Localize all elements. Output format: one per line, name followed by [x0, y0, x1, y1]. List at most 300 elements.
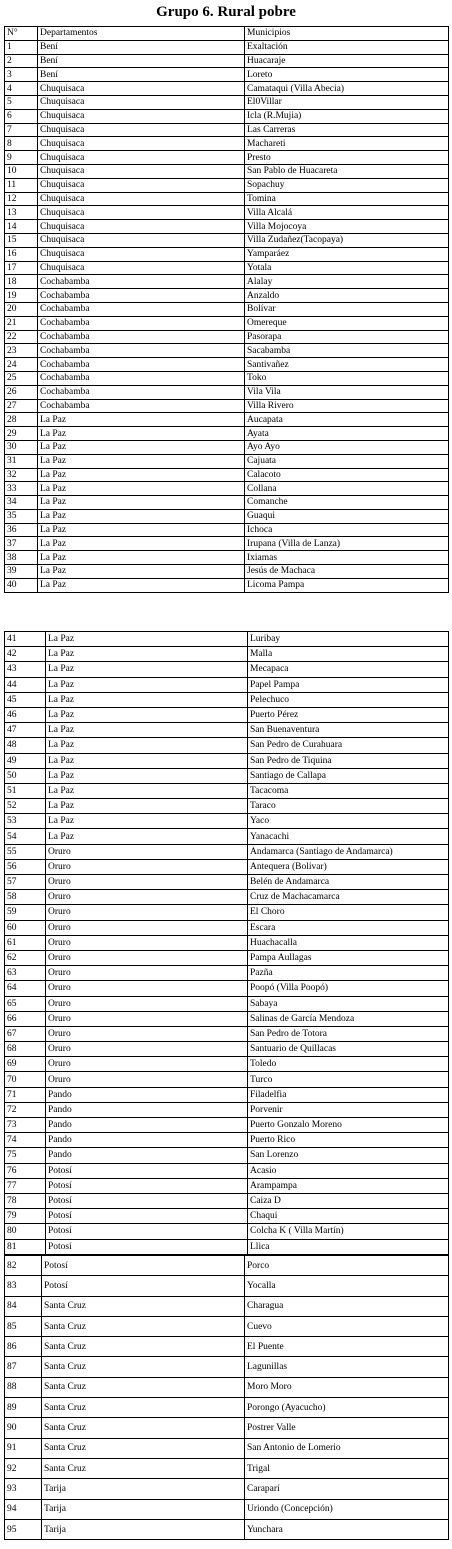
- cell-departamento: La Paz: [46, 692, 248, 707]
- cell-municipio: Sabaya: [248, 996, 449, 1011]
- cell-departamento: Potosí: [46, 1193, 248, 1208]
- table-row: [5, 707, 449, 722]
- cell-departamento: Chuquisaca: [38, 178, 245, 192]
- cell-departamento: La Paz: [38, 496, 245, 510]
- cell-departamento: Chuquisaca: [38, 206, 245, 220]
- table-row: [5, 123, 449, 137]
- cell-number: 55: [5, 844, 46, 859]
- cell-departamento: Chuquisaca: [38, 109, 245, 123]
- cell-number: 82: [5, 1256, 42, 1276]
- table-row: [5, 1026, 449, 1041]
- cell-number: 88: [5, 1377, 42, 1397]
- table-row: [5, 1239, 449, 1254]
- cell-departamento: Potosí: [46, 1224, 248, 1239]
- cell-departamento: Pando: [46, 1102, 248, 1117]
- table-row: [5, 330, 449, 344]
- cell-municipio: Porvenir: [248, 1102, 449, 1117]
- cell-municipio: San Antonio de Lomerio: [245, 1438, 449, 1458]
- cell-municipio: Caraparí: [245, 1479, 449, 1499]
- cell-number: 12: [5, 192, 38, 206]
- cell-departamento: Oruro: [46, 1072, 248, 1087]
- table-row: [5, 413, 449, 427]
- cell-municipio: Cajuata: [245, 454, 449, 468]
- cell-number: 8: [5, 137, 38, 151]
- cell-departamento: La Paz: [38, 578, 245, 592]
- table-row: [5, 1398, 449, 1418]
- table-row: [5, 1209, 449, 1224]
- table-row: [5, 1178, 449, 1193]
- cell-number: 33: [5, 482, 38, 496]
- table-row: [5, 632, 449, 647]
- cell-municipio: Villa Mojocoya: [245, 220, 449, 234]
- table-row: [5, 890, 449, 905]
- cell-departamento: Cochabamba: [38, 275, 245, 289]
- cell-departamento: Pando: [46, 1148, 248, 1163]
- cell-municipio: Toledo: [248, 1057, 449, 1072]
- cell-number: 80: [5, 1224, 46, 1239]
- cell-departamento: La Paz: [38, 413, 245, 427]
- cell-municipio: Arampampa: [248, 1178, 449, 1193]
- cell-number: 73: [5, 1118, 46, 1133]
- cell-departamento: Potosí: [46, 1178, 248, 1193]
- cell-departamento: La Paz: [46, 799, 248, 814]
- cell-municipio: Porongo (Ayacucho): [245, 1398, 449, 1418]
- cell-municipio: Bolívar: [245, 302, 449, 316]
- cell-municipio: Tomina: [245, 192, 449, 206]
- table-row: [5, 275, 449, 289]
- cell-departamento: Pando: [46, 1087, 248, 1102]
- table-row: [5, 1163, 449, 1178]
- table-row: [5, 1377, 449, 1397]
- table-row: [5, 316, 449, 330]
- cell-number: 75: [5, 1148, 46, 1163]
- cell-number: 27: [5, 399, 38, 413]
- cell-number: 67: [5, 1026, 46, 1041]
- table-row: [5, 662, 449, 677]
- cell-municipio: Sacabamba: [245, 344, 449, 358]
- cell-number: 86: [5, 1337, 42, 1357]
- table-row: [5, 537, 449, 551]
- cell-departamento: La Paz: [46, 647, 248, 662]
- cell-number: 21: [5, 316, 38, 330]
- cell-municipio: Anzaldo: [245, 289, 449, 303]
- cell-municipio: Moro Moro: [245, 1377, 449, 1397]
- cell-municipio: Sopachuy: [245, 178, 449, 192]
- cell-number: 54: [5, 829, 46, 844]
- cell-municipio: Guaqui: [245, 509, 449, 523]
- table-row: [5, 399, 449, 413]
- cell-municipio: San Pedro de Tiquina: [248, 753, 449, 768]
- table-row: [5, 692, 449, 707]
- cell-municipio: Presto: [245, 151, 449, 165]
- table-row: [5, 905, 449, 920]
- table-row: [5, 1418, 449, 1438]
- cell-number: 65: [5, 996, 46, 1011]
- cell-number: 14: [5, 220, 38, 234]
- cell-number: 70: [5, 1072, 46, 1087]
- cell-number: 57: [5, 875, 46, 890]
- cell-municipio: Salinas de García Mendoza: [248, 1011, 449, 1026]
- table-row: [5, 1087, 449, 1102]
- cell-departamento: Oruro: [46, 996, 248, 1011]
- cell-departamento: Santa Cruz: [42, 1418, 245, 1438]
- cell-number: 62: [5, 950, 46, 965]
- table-row: [5, 1042, 449, 1057]
- cell-municipio: Ichoca: [245, 523, 449, 537]
- cell-municipio: Cuevo: [245, 1316, 449, 1336]
- cell-number: 40: [5, 578, 38, 592]
- table-row: [5, 1148, 449, 1163]
- table-row: [5, 1337, 449, 1357]
- cell-municipio: Llica: [248, 1239, 449, 1254]
- cell-number: 28: [5, 413, 38, 427]
- cell-departamento: Pando: [46, 1133, 248, 1148]
- cell-departamento: Santa Cruz: [42, 1398, 245, 1418]
- table-row: [5, 302, 449, 316]
- cell-number: 77: [5, 1178, 46, 1193]
- cell-number: 10: [5, 164, 38, 178]
- cell-departamento: Tarija: [42, 1519, 245, 1539]
- cell-municipio: Las Carreras: [245, 123, 449, 137]
- table-row: [5, 1276, 449, 1296]
- cell-number: 58: [5, 890, 46, 905]
- cell-municipio: Postrer Valle: [245, 1418, 449, 1438]
- cell-number: 90: [5, 1418, 42, 1438]
- cell-number: 39: [5, 565, 38, 579]
- cell-departamento: Potosí: [46, 1209, 248, 1224]
- cell-municipio: Huacaraje: [245, 54, 449, 68]
- cell-departamento: Oruro: [46, 1011, 248, 1026]
- table-row: [5, 677, 449, 692]
- cell-number: 74: [5, 1133, 46, 1148]
- cell-departamento: Santa Cruz: [42, 1377, 245, 1397]
- cell-departamento: Cochabamba: [38, 330, 245, 344]
- cell-municipio: Villa Zudañez(Tacopaya): [245, 233, 449, 247]
- cell-number: 35: [5, 509, 38, 523]
- cell-departamento: Chuquisaca: [38, 95, 245, 109]
- cell-departamento: Cochabamba: [38, 302, 245, 316]
- cell-number: 53: [5, 814, 46, 829]
- cell-number: 32: [5, 468, 38, 482]
- cell-municipio: Irupana (Villa de Lanza): [245, 537, 449, 551]
- table-row: [5, 164, 449, 178]
- table-row: [5, 981, 449, 996]
- cell-municipio: Omereque: [245, 316, 449, 330]
- cell-municipio: Trigal: [245, 1458, 449, 1478]
- cell-departamento: La Paz: [46, 768, 248, 783]
- cell-number: 49: [5, 753, 46, 768]
- cell-number: 16: [5, 247, 38, 261]
- table-row: [5, 233, 449, 247]
- table-row: [5, 1102, 449, 1117]
- cell-departamento: La Paz: [38, 440, 245, 454]
- cell-number: 15: [5, 233, 38, 247]
- cell-municipio: Puerto Gonzalo Moreno: [248, 1118, 449, 1133]
- table-row: [5, 1479, 449, 1499]
- cell-municipio: Santivañez: [245, 358, 449, 372]
- municipios-table-part-3: [4, 1255, 449, 1540]
- cell-number: 5: [5, 95, 38, 109]
- table-row: [5, 844, 449, 859]
- cell-municipio: San Lorenzo: [248, 1148, 449, 1163]
- cell-departamento: La Paz: [46, 677, 248, 692]
- table-row: [5, 1193, 449, 1208]
- cell-departamento: La Paz: [46, 632, 248, 647]
- cell-number: 93: [5, 1479, 42, 1499]
- table-row: [5, 783, 449, 798]
- table-row: [5, 482, 449, 496]
- cell-number: 22: [5, 330, 38, 344]
- table-row: [5, 1458, 449, 1478]
- cell-number: 23: [5, 344, 38, 358]
- cell-departamento: Tarija: [42, 1499, 245, 1519]
- table-row: [5, 950, 449, 965]
- cell-municipio: Yanacachi: [248, 829, 449, 844]
- table-header-row: [5, 27, 449, 41]
- cell-departamento: Chuquisaca: [38, 192, 245, 206]
- cell-departamento: La Paz: [38, 482, 245, 496]
- table-row: [5, 261, 449, 275]
- cell-municipio: Charagua: [245, 1296, 449, 1316]
- table-row: [5, 1256, 449, 1276]
- cell-number: 30: [5, 440, 38, 454]
- cell-municipio: Turco: [248, 1072, 449, 1087]
- cell-municipio: San Pedro de Curahuara: [248, 738, 449, 753]
- cell-municipio: Licoma Pampa: [245, 578, 449, 592]
- table-row: [5, 1118, 449, 1133]
- cell-municipio: Caiza D: [248, 1193, 449, 1208]
- cell-municipio: Antequera (Bolivar): [248, 859, 449, 874]
- cell-departamento: Santa Cruz: [42, 1438, 245, 1458]
- cell-number: 1: [5, 40, 38, 54]
- cell-number: 11: [5, 178, 38, 192]
- table-row: [5, 966, 449, 981]
- table-row: [5, 68, 449, 82]
- cell-municipio: Jesús de Machaca: [245, 565, 449, 579]
- cell-departamento: Potosí: [42, 1276, 245, 1296]
- cell-municipio: Ayo Ayo: [245, 440, 449, 454]
- cell-departamento: Santa Cruz: [42, 1357, 245, 1377]
- cell-number: 71: [5, 1087, 46, 1102]
- cell-number: 46: [5, 707, 46, 722]
- table-row: [5, 1357, 449, 1377]
- cell-municipio: Vila Vila: [245, 385, 449, 399]
- table-row: [5, 427, 449, 441]
- cell-number: 41: [5, 632, 46, 647]
- cell-departamento: Chuquisaca: [38, 151, 245, 165]
- table-row: [5, 768, 449, 783]
- table-row: [5, 496, 449, 510]
- cell-municipio: El Choro: [248, 905, 449, 920]
- table-row: [5, 247, 449, 261]
- cell-municipio: Huachacalla: [248, 935, 449, 950]
- table-row: [5, 137, 449, 151]
- cell-municipio: Ayata: [245, 427, 449, 441]
- table-row: [5, 1011, 449, 1026]
- table-row: [5, 220, 449, 234]
- cell-departamento: Chuquisaca: [38, 164, 245, 178]
- cell-municipio: San Pablo de Huacareta: [245, 164, 449, 178]
- cell-departamento: Cochabamba: [38, 289, 245, 303]
- cell-municipio: Comanche: [245, 496, 449, 510]
- municipios-table-part-2: [4, 631, 449, 1255]
- cell-number: 85: [5, 1316, 42, 1336]
- cell-municipio: Villa Alcalá: [245, 206, 449, 220]
- cell-municipio: Machareti: [245, 137, 449, 151]
- cell-municipio: Yunchara: [245, 1519, 449, 1539]
- cell-municipio: Pazña: [248, 966, 449, 981]
- cell-number: 36: [5, 523, 38, 537]
- table-row: [5, 578, 449, 592]
- cell-municipio: Yocalla: [245, 1276, 449, 1296]
- cell-municipio: Andamarca (Santiago de Andamarca): [248, 844, 449, 859]
- cell-municipio: Calacoto: [245, 468, 449, 482]
- cell-number: 87: [5, 1357, 42, 1377]
- table-row: [5, 178, 449, 192]
- cell-departamento: Oruro: [46, 981, 248, 996]
- cell-municipio: Colcha K ( Villa Martín): [248, 1224, 449, 1239]
- cell-departamento: Oruro: [46, 875, 248, 890]
- cell-departamento: Oruro: [46, 1057, 248, 1072]
- cell-municipio: Lagunillas: [245, 1357, 449, 1377]
- table-row: [5, 206, 449, 220]
- cell-departamento: Oruro: [46, 935, 248, 950]
- cell-departamento: La Paz: [46, 829, 248, 844]
- cell-number: 50: [5, 768, 46, 783]
- cell-number: 24: [5, 358, 38, 372]
- cell-number: 47: [5, 723, 46, 738]
- cell-municipio: Poopó (Villa Poopó): [248, 981, 449, 996]
- table-row: [5, 344, 449, 358]
- cell-number: 76: [5, 1163, 46, 1178]
- cell-departamento: La Paz: [46, 707, 248, 722]
- table-row: [5, 920, 449, 935]
- cell-municipio: Villa Rivero: [245, 399, 449, 413]
- table-row: [5, 468, 449, 482]
- cell-departamento: Bení: [38, 40, 245, 54]
- page-title: Grupo 6. Rural pobre: [156, 4, 296, 20]
- table-row: [5, 814, 449, 829]
- cell-departamento: Chuquisaca: [38, 233, 245, 247]
- table-row: [5, 1224, 449, 1239]
- cell-number: 68: [5, 1042, 46, 1057]
- cell-municipio: San Pedro de Totora: [248, 1026, 449, 1041]
- cell-departamento: Oruro: [46, 1026, 248, 1041]
- cell-municipio: Santuario de Quillacas: [248, 1042, 449, 1057]
- cell-municipio: Toko: [245, 371, 449, 385]
- cell-municipio: Escara: [248, 920, 449, 935]
- cell-departamento: La Paz: [38, 509, 245, 523]
- cell-departamento: Chuquisaca: [38, 247, 245, 261]
- table-row: [5, 1438, 449, 1458]
- cell-departamento: Oruro: [46, 966, 248, 981]
- cell-departamento: La Paz: [38, 468, 245, 482]
- cell-municipio: Aucapata: [245, 413, 449, 427]
- table-row: [5, 875, 449, 890]
- cell-municipio: Santiago de Callapa: [248, 768, 449, 783]
- cell-municipio: Acasio: [248, 1163, 449, 1178]
- cell-number: 94: [5, 1499, 42, 1519]
- cell-departamento: Potosí: [46, 1239, 248, 1254]
- cell-municipio: Papel Pampa: [248, 677, 449, 692]
- table-row: [5, 565, 449, 579]
- cell-municipio: Collana: [245, 482, 449, 496]
- cell-number: 83: [5, 1276, 42, 1296]
- cell-departamento: La Paz: [38, 523, 245, 537]
- cell-municipio: Mecapaca: [248, 662, 449, 677]
- cell-number: 7: [5, 123, 38, 137]
- cell-departamento: La Paz: [38, 565, 245, 579]
- table-row: [5, 289, 449, 303]
- cell-number: 18: [5, 275, 38, 289]
- cell-departamento: Santa Cruz: [42, 1458, 245, 1478]
- header-departamentos: Departamentos: [38, 27, 245, 41]
- cell-municipio: Yaco: [248, 814, 449, 829]
- cell-number: 4: [5, 82, 38, 96]
- table-row: [5, 996, 449, 1011]
- cell-municipio: Alalay: [245, 275, 449, 289]
- cell-number: 3: [5, 68, 38, 82]
- table-row: [5, 753, 449, 768]
- cell-municipio: Yotala: [245, 261, 449, 275]
- cell-departamento: Tarija: [42, 1479, 245, 1499]
- cell-departamento: Oruro: [46, 890, 248, 905]
- cell-municipio: Loreto: [245, 68, 449, 82]
- cell-departamento: Chuquisaca: [38, 123, 245, 137]
- table-row: [5, 385, 449, 399]
- cell-municipio: Malla: [248, 647, 449, 662]
- cell-municipio: Pasorapa: [245, 330, 449, 344]
- table-row: [5, 1072, 449, 1087]
- cell-departamento: La Paz: [46, 753, 248, 768]
- cell-municipio: Belén de Andamarca: [248, 875, 449, 890]
- table-row: [5, 151, 449, 165]
- cell-number: 31: [5, 454, 38, 468]
- cell-municipio: San Buenaventura: [248, 723, 449, 738]
- cell-departamento: La Paz: [46, 723, 248, 738]
- table-row: [5, 523, 449, 537]
- table-row: [5, 1316, 449, 1336]
- cell-municipio: Puerto Rico: [248, 1133, 449, 1148]
- cell-departamento: Bení: [38, 54, 245, 68]
- cell-municipio: Uriondo (Concepción): [245, 1499, 449, 1519]
- cell-municipio: El0Villar: [245, 95, 449, 109]
- table-row: [5, 54, 449, 68]
- cell-number: 2: [5, 54, 38, 68]
- table-row: [5, 454, 449, 468]
- cell-departamento: Chuquisaca: [38, 82, 245, 96]
- cell-number: 52: [5, 799, 46, 814]
- cell-municipio: Pampa Aullagas: [248, 950, 449, 965]
- cell-number: 20: [5, 302, 38, 316]
- cell-departamento: La Paz: [46, 783, 248, 798]
- table-row: [5, 647, 449, 662]
- cell-number: 60: [5, 920, 46, 935]
- cell-number: 25: [5, 371, 38, 385]
- municipios-table-part-1: [4, 26, 449, 593]
- table-row: [5, 935, 449, 950]
- table-row: [5, 509, 449, 523]
- table-row: [5, 1499, 449, 1519]
- table-row: [5, 723, 449, 738]
- cell-number: 92: [5, 1458, 42, 1478]
- cell-municipio: Filadelfia: [248, 1087, 449, 1102]
- cell-number: 6: [5, 109, 38, 123]
- table-row: [5, 95, 449, 109]
- cell-municipio: Ixiamas: [245, 551, 449, 565]
- cell-municipio: Taraco: [248, 799, 449, 814]
- cell-departamento: Cochabamba: [38, 385, 245, 399]
